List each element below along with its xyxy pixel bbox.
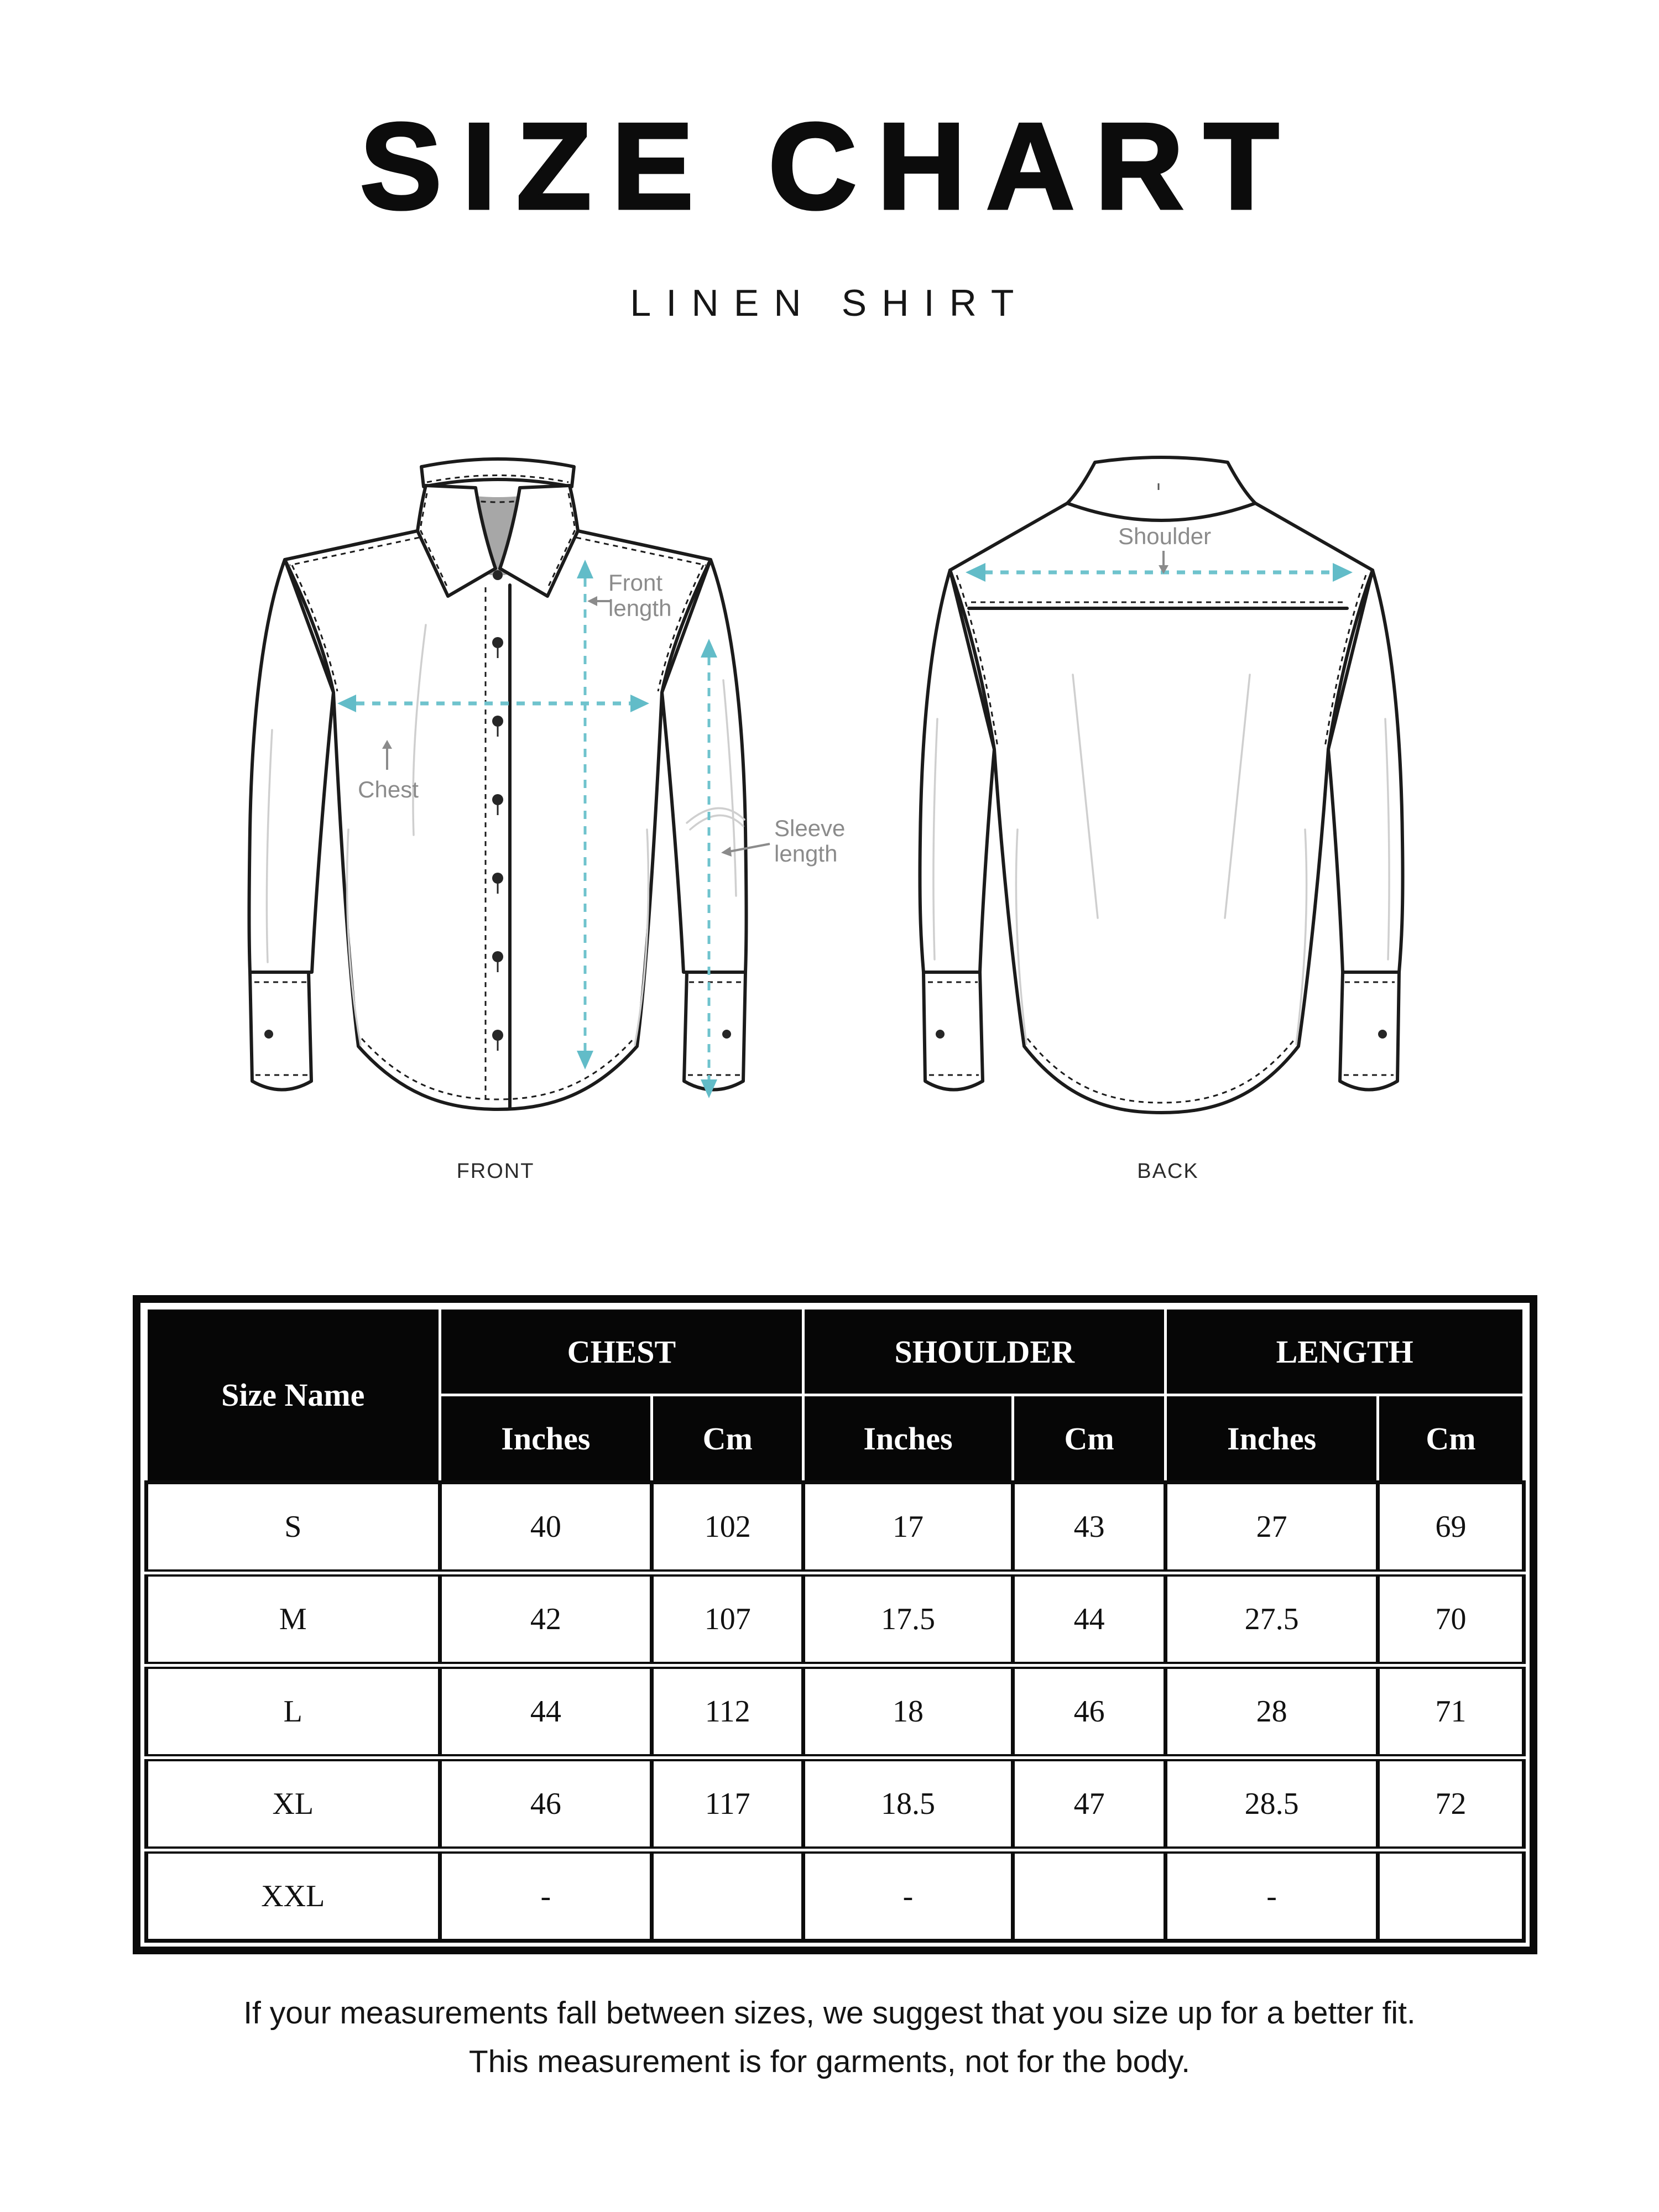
value-cell: 40	[440, 1483, 652, 1573]
value-cell: 46	[440, 1758, 652, 1850]
header-shoulder: SHOULDER	[804, 1308, 1166, 1395]
value-cell: 28	[1166, 1666, 1378, 1758]
table-row-xl	[147, 1758, 1524, 1850]
value-cell: 71	[1378, 1666, 1524, 1758]
header-chest-cm: Cm	[652, 1395, 804, 1483]
chest-label: Chest	[358, 776, 419, 802]
value-cell: 117	[652, 1758, 804, 1850]
table-row-s	[147, 1483, 1524, 1573]
shoulder-label: Shoulder	[1118, 523, 1212, 549]
back-view-label: BACK	[1137, 1160, 1199, 1183]
front-length-label: Front	[608, 570, 663, 596]
value-cell: 46	[1013, 1666, 1166, 1758]
header-shoulder-cm: Cm	[1013, 1395, 1166, 1483]
value-cell: 28.5	[1166, 1758, 1378, 1850]
value-cell: 107	[652, 1573, 804, 1666]
page-subtitle: LINEN SHIRT	[630, 282, 1029, 324]
value-cell: -	[1166, 1850, 1378, 1941]
value-cell: 69	[1378, 1483, 1524, 1573]
value-cell: 43	[1013, 1483, 1166, 1573]
front-view-label: FRONT	[456, 1160, 535, 1183]
sleeve-length-label: Sleeve	[774, 815, 846, 841]
back-shirt-drawing	[920, 457, 1402, 1113]
header-size-name: Size Name	[147, 1308, 440, 1483]
table-row-m	[147, 1573, 1524, 1666]
header-length-inches: Inches	[1166, 1395, 1378, 1483]
size-cell: XL	[147, 1758, 440, 1850]
sleeve-length-label-2: length	[774, 841, 838, 867]
footer-note	[0, 1989, 1659, 2086]
value-cell: 102	[652, 1483, 804, 1573]
value-cell: -	[440, 1850, 652, 1941]
back-collar	[1067, 457, 1255, 520]
value-cell: 44	[440, 1666, 652, 1758]
footer-line-2: This measurement is for garments, not for the body.	[468, 2044, 1191, 2079]
size-table-container	[133, 1295, 1537, 1954]
table-row-l	[147, 1666, 1524, 1758]
page-title: SIZE CHART	[359, 98, 1300, 235]
value-cell: 18.5	[804, 1758, 1013, 1850]
size-cell: L	[147, 1666, 440, 1758]
header-shoulder-inches: Inches	[804, 1395, 1013, 1483]
value-cell: 17.5	[804, 1573, 1013, 1666]
collar-band	[421, 459, 574, 487]
value-cell: -	[804, 1850, 1013, 1941]
value-cell: 70	[1378, 1573, 1524, 1666]
value-cell: 27	[1166, 1483, 1378, 1573]
value-cell: 27.5	[1166, 1573, 1378, 1666]
back-left-cuff	[924, 972, 983, 1090]
value-cell: 17	[804, 1483, 1013, 1573]
value-cell	[1378, 1850, 1524, 1941]
front-left-cuff	[250, 972, 311, 1090]
value-cell	[652, 1850, 804, 1941]
back-body	[950, 503, 1373, 1113]
front-shirt-drawing	[249, 459, 747, 1109]
size-cell: M	[147, 1573, 440, 1666]
back-right-cuff	[1340, 972, 1399, 1090]
header-chest: CHEST	[440, 1308, 804, 1395]
collar-button	[493, 570, 503, 580]
front-right-cuff	[684, 972, 745, 1090]
value-cell: 112	[652, 1666, 804, 1758]
size-cell: XXL	[147, 1850, 440, 1941]
value-cell: 18	[804, 1666, 1013, 1758]
header-chest-inches: Inches	[440, 1395, 652, 1483]
value-cell: 47	[1013, 1758, 1166, 1850]
size-table	[144, 1307, 1526, 1943]
front-length-label-2: length	[608, 595, 672, 621]
footer-line-1: If your measurements fall between sizes, we suggest that you size up for a better fit.	[243, 1995, 1416, 2031]
header-length-cm: Cm	[1378, 1395, 1524, 1483]
value-cell: 42	[440, 1573, 652, 1666]
value-cell	[1013, 1850, 1166, 1941]
value-cell: 44	[1013, 1573, 1166, 1666]
size-cell: S	[147, 1483, 440, 1573]
table-row-xxl	[147, 1850, 1524, 1941]
shirt-diagram	[166, 442, 1493, 1189]
header-length: LENGTH	[1166, 1308, 1524, 1395]
value-cell: 72	[1378, 1758, 1524, 1850]
